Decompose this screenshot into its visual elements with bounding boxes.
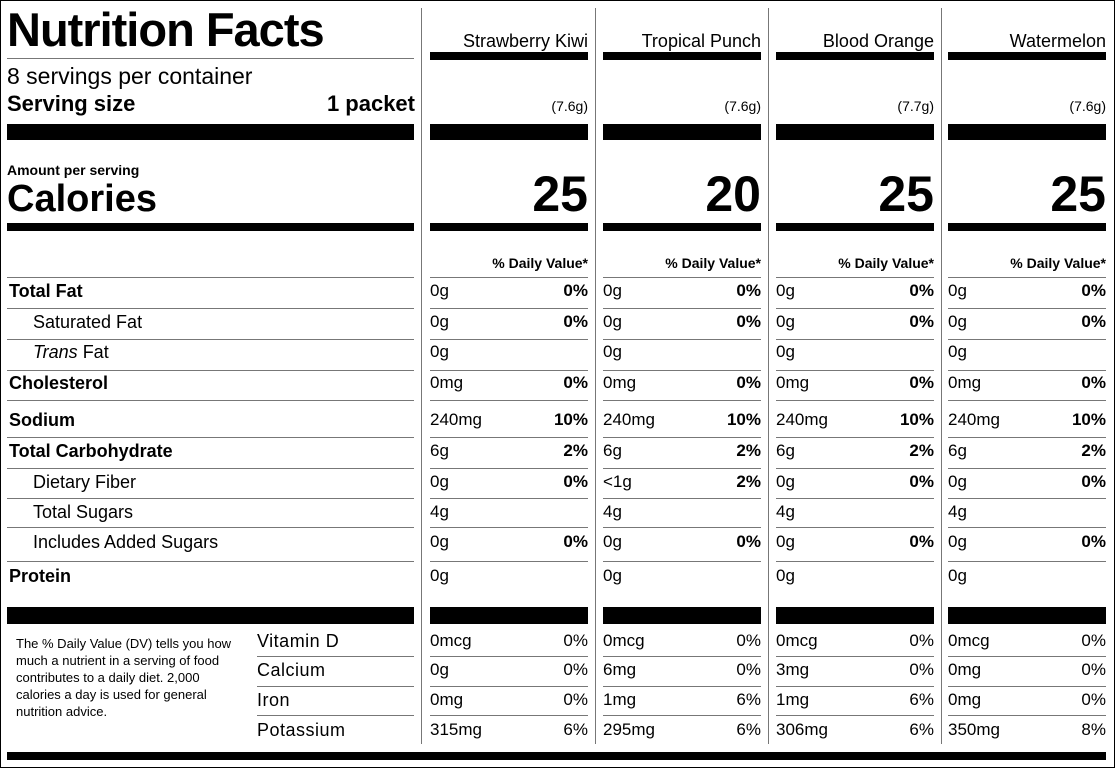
row-divider — [603, 468, 761, 469]
nutrient-amount: 0g — [603, 532, 622, 551]
serving-weight: (7.6g) — [551, 98, 588, 114]
calories-bar — [948, 223, 1106, 231]
row-divider — [603, 498, 761, 499]
flavor-bar — [948, 52, 1106, 60]
vitamin-divider — [603, 715, 761, 716]
vitamin-daily-value: 0% — [563, 690, 588, 709]
vitamin-label: Calcium — [257, 660, 326, 680]
row-divider — [430, 308, 588, 309]
vitamin-amount: 295mg — [603, 720, 655, 739]
nutrient-amount: 4g — [948, 502, 967, 521]
nutrient-amount: 0g — [603, 566, 622, 585]
nutrient-amount: 0mg — [948, 373, 982, 392]
row-divider — [430, 468, 588, 469]
serving-weight: (7.6g) — [1069, 98, 1106, 114]
vitamin-amount: 0mcg — [776, 631, 818, 650]
bottom-bar — [7, 752, 1106, 760]
nutrient-label: Cholesterol — [9, 373, 109, 393]
nutrient-daily-value: 0% — [563, 373, 588, 392]
row-divider — [430, 277, 588, 278]
row-divider — [430, 498, 588, 499]
row-divider — [776, 527, 934, 528]
nutrient-daily-value: 0% — [909, 281, 934, 300]
nutrient-amount: 0g — [948, 281, 967, 300]
serving-thick-bar — [430, 124, 588, 140]
calories-bar — [7, 223, 414, 231]
serving-thick-bar — [7, 124, 414, 140]
nutrient-amount: 0g — [948, 566, 967, 585]
column-separator — [941, 8, 942, 744]
vitamin-amount: 306mg — [776, 720, 828, 739]
daily-value-header: % Daily Value* — [492, 255, 588, 271]
nutrient-daily-value: 2% — [563, 441, 588, 460]
nutrient-label: Includes Added Sugars — [33, 532, 219, 552]
nutrient-daily-value: 0% — [909, 312, 934, 331]
nutrient-daily-value: 0% — [563, 532, 588, 551]
row-divider — [776, 400, 934, 401]
nutrient-daily-value: 0% — [1081, 532, 1106, 551]
flavor-name: Strawberry Kiwi — [462, 31, 588, 51]
vitamin-daily-value: 0% — [1081, 690, 1106, 709]
vitamin-daily-value: 0% — [909, 660, 934, 679]
row-divider — [776, 370, 934, 371]
nutrient-daily-value: 10% — [1071, 410, 1106, 429]
row-divider — [948, 527, 1106, 528]
vitamin-daily-value: 6% — [563, 720, 588, 739]
nutrient-label: Trans Fat — [33, 342, 109, 362]
daily-value-header: % Daily Value* — [665, 255, 761, 271]
row-divider — [7, 370, 414, 371]
nutrient-label: Sodium — [9, 410, 75, 430]
row-divider — [603, 339, 761, 340]
row-divider — [7, 498, 414, 499]
row-divider — [7, 277, 414, 278]
nutrient-amount: 0g — [776, 342, 795, 361]
nutrient-daily-value: 0% — [909, 472, 934, 491]
flavor-bar — [430, 52, 588, 60]
vitamin-daily-value: 0% — [1081, 660, 1106, 679]
nutrient-amount: 0g — [948, 342, 967, 361]
nutrient-label: Protein — [9, 566, 72, 586]
serving-weight: (7.6g) — [724, 98, 761, 114]
vitamin-amount: 0mg — [948, 690, 982, 709]
vitamin-daily-value: 6% — [736, 720, 761, 739]
flavor-name: Tropical Punch — [641, 31, 761, 51]
row-divider — [603, 277, 761, 278]
nutrient-daily-value: 0% — [563, 281, 588, 300]
vitamin-divider — [257, 656, 414, 657]
nutrient-daily-value: 0% — [909, 373, 934, 392]
nutrient-amount: 4g — [430, 502, 449, 521]
row-divider — [430, 527, 588, 528]
nutrient-amount: 6g — [430, 441, 449, 460]
row-divider — [948, 400, 1106, 401]
nutrient-daily-value: 0% — [1081, 373, 1106, 392]
nutrient-amount: 0mg — [776, 373, 810, 392]
vitamin-daily-value: 6% — [909, 720, 934, 739]
vitamin-amount: 1mg — [603, 690, 637, 709]
nutrient-amount: 0g — [776, 312, 795, 331]
nutrient-daily-value: 0% — [909, 532, 934, 551]
serving-size-value: 1 packet — [326, 91, 415, 116]
calories-value: 20 — [705, 166, 761, 222]
row-divider — [948, 498, 1106, 499]
daily-value-header: % Daily Value* — [1010, 255, 1106, 271]
nutrient-label: Dietary Fiber — [33, 472, 137, 492]
row-divider — [7, 437, 414, 438]
row-divider — [776, 561, 934, 562]
nutrient-daily-value: 0% — [1081, 312, 1106, 331]
vitamin-daily-value: 6% — [909, 690, 934, 709]
nutrient-daily-value: 2% — [736, 441, 761, 460]
serving-thick-bar — [603, 124, 761, 140]
nutrient-label: Total Carbohydrate — [9, 441, 173, 461]
row-divider — [7, 527, 414, 528]
column-separator — [595, 8, 596, 744]
nutrient-amount: 0g — [776, 472, 795, 491]
vitamin-divider — [776, 686, 934, 687]
vitamin-divider — [603, 656, 761, 657]
row-divider — [776, 339, 934, 340]
row-divider — [430, 561, 588, 562]
row-divider — [948, 370, 1106, 371]
vitamin-amount: 0mg — [430, 690, 464, 709]
row-divider — [603, 400, 761, 401]
flavor-bar — [603, 52, 761, 60]
vitamin-amount: 0mg — [948, 660, 982, 679]
servings-per-container: 8 servings per container — [7, 63, 253, 89]
calories-bar — [603, 223, 761, 231]
nutrient-daily-value: 10% — [553, 410, 588, 429]
nutrient-daily-value: 10% — [899, 410, 934, 429]
row-divider — [948, 308, 1106, 309]
row-divider — [776, 498, 934, 499]
row-divider — [430, 370, 588, 371]
nutrient-daily-value: 2% — [909, 441, 934, 460]
nutrient-amount: 240mg — [430, 410, 482, 429]
vitamin-divider — [430, 715, 588, 716]
footnote: The % Daily Value (DV) tells you how much a nutrient in a serving of food contributes to a daily diet. 2,000 calories a day is used for general nutrition advice. — [16, 636, 232, 719]
nutrient-amount: 240mg — [776, 410, 828, 429]
serving-thick-bar — [776, 124, 934, 140]
vitamin-divider — [776, 715, 934, 716]
vitamin-daily-value: 8% — [1081, 720, 1106, 739]
nutrient-amount: 0g — [430, 532, 449, 551]
nutrient-amount: 0g — [776, 281, 795, 300]
row-divider — [948, 437, 1106, 438]
row-divider — [7, 468, 414, 469]
vitamin-daily-value: 0% — [1081, 631, 1106, 650]
row-divider — [776, 277, 934, 278]
vitamins-thick-bar — [7, 607, 414, 624]
vitamin-divider — [257, 686, 414, 687]
vitamin-divider — [948, 686, 1106, 687]
column-separator — [421, 8, 422, 744]
vitamins-thick-bar — [776, 607, 934, 624]
row-divider — [430, 437, 588, 438]
row-divider — [603, 370, 761, 371]
nutrient-label: Total Fat — [9, 281, 83, 301]
vitamin-amount: 0g — [430, 660, 449, 679]
vitamin-amount: 0mcg — [430, 631, 472, 650]
calories-value: 25 — [1050, 166, 1106, 222]
vitamin-divider — [776, 656, 934, 657]
vitamin-divider — [948, 656, 1106, 657]
nutrient-amount: 0g — [603, 342, 622, 361]
nutrient-amount: 4g — [603, 502, 622, 521]
nutrient-amount: 6g — [948, 441, 967, 460]
nutrient-daily-value: 0% — [1081, 281, 1106, 300]
calories-bar — [430, 223, 588, 231]
nutrient-amount: 0g — [430, 566, 449, 585]
amount-per-serving: Amount per serving — [7, 162, 140, 178]
flavor-bar — [776, 52, 934, 60]
nutrient-daily-value: 2% — [736, 472, 761, 491]
calories-bar — [776, 223, 934, 231]
row-divider — [603, 437, 761, 438]
row-divider — [948, 339, 1106, 340]
row-divider — [430, 400, 588, 401]
nutrient-amount: 0g — [430, 472, 449, 491]
nutrient-amount: 0g — [430, 281, 449, 300]
row-divider — [776, 308, 934, 309]
row-divider — [7, 561, 414, 562]
row-divider — [948, 561, 1106, 562]
nutrient-amount: 240mg — [603, 410, 655, 429]
vitamin-daily-value: 0% — [563, 660, 588, 679]
vitamins-thick-bar — [603, 607, 761, 624]
vitamin-daily-value: 0% — [736, 631, 761, 650]
vitamin-amount: 350mg — [948, 720, 1000, 739]
vitamin-amount: 1mg — [776, 690, 810, 709]
row-divider — [7, 339, 414, 340]
vitamin-divider — [257, 715, 414, 716]
nutrient-amount: 0g — [948, 472, 967, 491]
serving-size-label: Serving size — [7, 91, 136, 116]
vitamin-divider — [430, 686, 588, 687]
title-divider — [7, 58, 414, 59]
nutrient-label: Total Sugars — [33, 502, 134, 522]
nutrient-amount: 0g — [776, 532, 795, 551]
nutrient-amount: 0g — [430, 342, 449, 361]
vitamin-label: Vitamin D — [257, 631, 340, 651]
nutrient-daily-value: 0% — [1081, 472, 1106, 491]
nutrient-daily-value: 0% — [563, 472, 588, 491]
row-divider — [776, 468, 934, 469]
row-divider — [603, 527, 761, 528]
nutrient-amount: 0mg — [430, 373, 464, 392]
vitamins-thick-bar — [948, 607, 1106, 624]
nutrient-amount: 0g — [948, 532, 967, 551]
vitamin-divider — [430, 656, 588, 657]
serving-weight: (7.7g) — [897, 98, 934, 114]
calories-value: 25 — [532, 166, 588, 222]
calories-value: 25 — [878, 166, 934, 222]
nutrient-daily-value: 10% — [726, 410, 761, 429]
row-divider — [430, 339, 588, 340]
column-separator — [768, 8, 769, 744]
nutrient-amount: 0g — [430, 312, 449, 331]
nutrient-amount: 0g — [776, 566, 795, 585]
nutrient-amount: 0g — [948, 312, 967, 331]
row-divider — [603, 308, 761, 309]
vitamin-daily-value: 0% — [909, 631, 934, 650]
row-divider — [7, 308, 414, 309]
nutrient-amount: 6g — [776, 441, 795, 460]
serving-thick-bar — [948, 124, 1106, 140]
nutrient-daily-value: 0% — [736, 281, 761, 300]
nutrient-amount: <1g — [603, 472, 632, 491]
nutrient-amount: 0g — [603, 312, 622, 331]
label-title: Nutrition Facts — [7, 3, 324, 56]
row-divider — [7, 400, 414, 401]
vitamin-daily-value: 0% — [736, 660, 761, 679]
nutrient-label: Saturated Fat — [33, 312, 143, 332]
vitamin-amount: 315mg — [430, 720, 482, 739]
vitamin-label: Iron — [257, 690, 291, 710]
vitamins-thick-bar — [430, 607, 588, 624]
vitamin-daily-value: 0% — [563, 631, 588, 650]
vitamin-divider — [603, 686, 761, 687]
row-divider — [948, 277, 1106, 278]
nutrient-daily-value: 0% — [736, 312, 761, 331]
row-divider — [948, 468, 1106, 469]
nutrient-amount: 240mg — [948, 410, 1000, 429]
vitamin-amount: 0mcg — [948, 631, 990, 650]
vitamin-label: Potassium — [257, 720, 346, 740]
flavor-name: Watermelon — [1009, 31, 1106, 51]
vitamin-amount: 6mg — [603, 660, 637, 679]
vitamin-divider — [948, 715, 1106, 716]
vitamin-amount: 3mg — [776, 660, 810, 679]
flavor-name: Blood Orange — [822, 31, 934, 51]
vitamin-daily-value: 6% — [736, 690, 761, 709]
nutrient-amount: 6g — [603, 441, 622, 460]
nutrient-amount: 0g — [603, 281, 622, 300]
nutrient-daily-value: 2% — [1081, 441, 1106, 460]
nutrient-daily-value: 0% — [736, 532, 761, 551]
nutrient-amount: 0mg — [603, 373, 637, 392]
nutrient-daily-value: 0% — [736, 373, 761, 392]
row-divider — [776, 437, 934, 438]
nutrient-amount: 4g — [776, 502, 795, 521]
row-divider — [603, 561, 761, 562]
nutrient-daily-value: 0% — [563, 312, 588, 331]
daily-value-header: % Daily Value* — [838, 255, 934, 271]
vitamin-amount: 0mcg — [603, 631, 645, 650]
calories-label: Calories — [7, 178, 157, 220]
